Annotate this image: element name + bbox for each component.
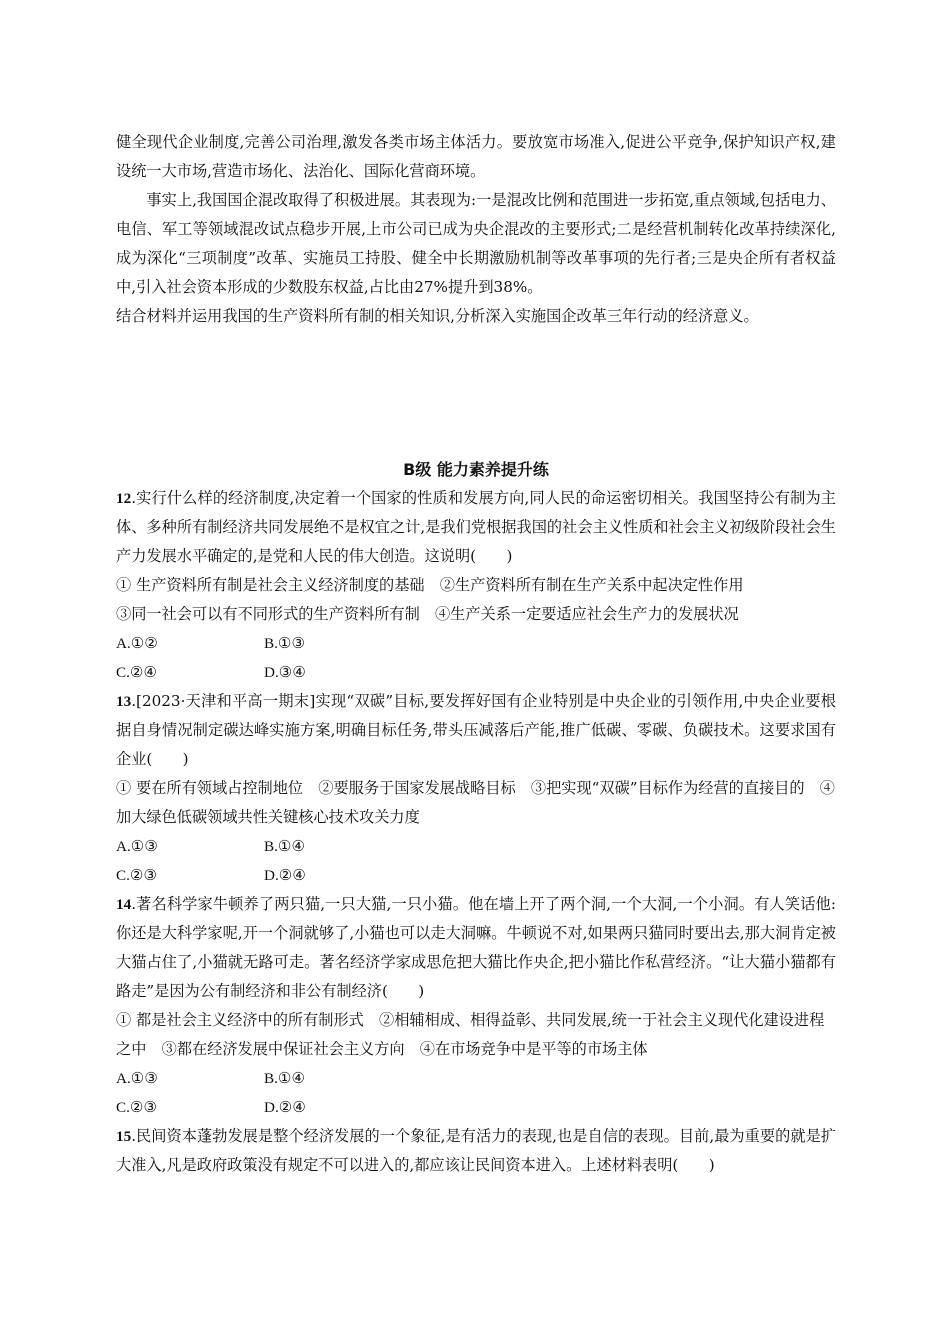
question-stem	[116, 1122, 836, 1180]
question-text: .[2023·天津和平高一期末]实现“双碳”目标,要发挥好国有企业特别是中央企业的引领作用,中央企业要根据自身情况制定碳达峰实施方案,明确目标任务,带头压减落后产能,推广低碳、零碳、负碳技术。这要求国有企业( )	[116, 692, 836, 768]
choice-c: C.②③	[116, 867, 158, 884]
choice-row	[116, 861, 836, 890]
question-13	[116, 687, 836, 890]
question-stem	[116, 890, 836, 1006]
question-stem	[116, 687, 836, 774]
question-15	[116, 1122, 836, 1180]
question-number: 14	[116, 896, 132, 913]
choice-row	[116, 1064, 836, 1093]
choice-b: B.①④	[264, 838, 306, 855]
question-number: 15	[116, 1128, 132, 1145]
material-paragraph-1: 健全现代企业制度,完善公司治理,激发各类市场主体活力。要放宽市场准入,促进公平竞争,保护知识产权,建设统一大市场,营造市场化、法治化、国际化营商环境。	[116, 133, 836, 180]
statement-line: ① 要在所有领域占控制地位 ②要服务于国家发展战略目标 ③把实现“双碳”目标作为经营的直接目的 ④加大绿色低碳领域共性关键核心技术攻关力度	[116, 779, 835, 826]
choice-a: A.①③	[116, 1070, 158, 1087]
question-stem	[116, 484, 836, 571]
question-14	[116, 890, 836, 1122]
material-paragraph-2: 事实上,我国国企混改取得了积极进展。其表现为:一是混改比例和范围进一步拓宽,重点领域,包括电力、电信、军工等领域混改试点稳步开展,上市公司已成为央企混改的主要形式;二是经营机制转化改革持续深化,成为深化“三项制度”改革、实施员工持股、健全中长期激励机制等改革事项的先行者;三是央企所有者权益中,引入社会资本形成的少数股东权益,占比由27%提升到38%。	[116, 191, 836, 296]
choice-c: C.②④	[116, 664, 158, 681]
question-12	[116, 484, 836, 687]
choice-row	[116, 629, 836, 658]
section-title: B级 能力素养提升练	[403, 460, 549, 479]
choice-a: A.①②	[116, 635, 158, 652]
statement-line: ① 生产资料所有制是社会主义经济制度的基础 ②生产资料所有制在生产关系中起决定性作用	[116, 576, 744, 594]
choice-d: D.③④	[264, 664, 306, 681]
page-content	[116, 128, 836, 1180]
choice-d: D.②④	[264, 1099, 306, 1116]
question-text: .民间资本蓬勃发展是整个经济发展的一个象征,是有活力的表现,也是自信的表现。目前,最为重要的就是扩大准入,凡是政府政策没有规定不可以进入的,都应该让民间资本进入。上述材料表明( )	[116, 1127, 836, 1174]
choice-b: B.①③	[264, 635, 306, 652]
statement-line: ③同一社会可以有不同形式的生产资料所有制 ④生产关系一定要适应社会生产力的发展状况	[116, 605, 739, 623]
question-text: .著名科学家牛顿养了两只猫,一只大猫,一只小猫。他在墙上开了两个洞,一个大洞,一个小洞。有人笑话他:你还是大科学家呢,开一个洞就够了,小猫也可以走大洞嘛。牛顿说不对,如果两只猫同时要出去,那大洞肯定被大猫占住了,小猫就无路可走。著名经济学家成思危把大猫比作央企,把小猫比作私营经济。“让大猫小猫都有路走”是因为公有制经济和非公有制经济( )	[116, 895, 836, 1000]
question-number: 12	[116, 490, 132, 507]
choice-row	[116, 1093, 836, 1122]
choice-d: D.②④	[264, 867, 306, 884]
choice-a: A.①③	[116, 838, 158, 855]
choice-c: C.②③	[116, 1099, 158, 1116]
material-task: 结合材料并运用我国的生产资料所有制的相关知识,分析深入实施国企改革三年行动的经济意义。	[116, 307, 759, 325]
statement-line: ① 都是社会主义经济中的所有制形式 ②相辅相成、相得益彰、共同发展,统一于社会主义现代化建设进程之中 ③都在经济发展中保证社会主义方向 ④在市场竞争中是平等的市场主体	[116, 1011, 825, 1058]
choice-row	[116, 658, 836, 687]
choice-row	[116, 832, 836, 861]
question-text: .实行什么样的经济制度,决定着一个国家的性质和发展方向,同人民的命运密切相关。我国坚持公有制为主体、多种所有制经济共同发展绝不是权宜之计,是我们党根据我国的社会主义性质和社会主义初级阶段社会生产力发展水平确定的,是党和人民的伟大创造。这说明( )	[116, 489, 836, 565]
question-number: 13	[116, 693, 132, 710]
choice-b: B.①④	[264, 1070, 306, 1087]
